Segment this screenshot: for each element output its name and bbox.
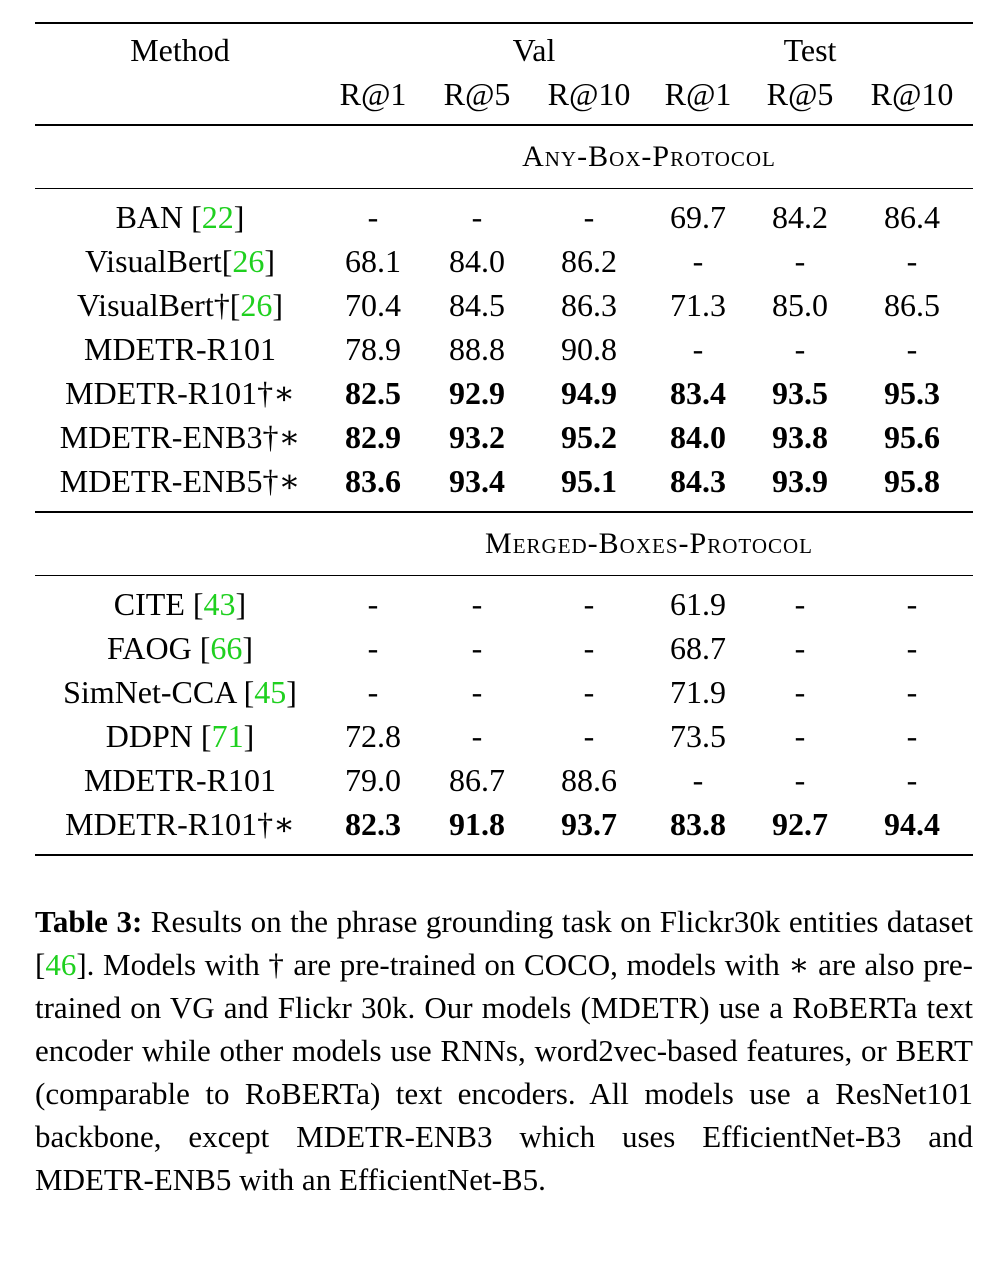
- citation-link[interactable]: 22: [201, 199, 234, 235]
- table-row: [35, 459, 973, 503]
- citation-open-bracket: [: [199, 630, 211, 666]
- citation-close-bracket: ]: [264, 243, 276, 279]
- header-metric: R@10: [547, 76, 631, 112]
- table-cell: 69.7: [670, 199, 726, 235]
- method-name: [35, 371, 325, 415]
- table-cell: 78.9: [345, 331, 401, 367]
- caption-label: Table 3:: [35, 904, 143, 939]
- table-cell: -: [583, 630, 595, 666]
- table-cell: 70.4: [345, 287, 401, 323]
- table-cell: -: [794, 331, 806, 367]
- table-cell: -: [471, 199, 483, 235]
- table-cell: 93.8: [772, 419, 828, 455]
- method-name: [35, 714, 325, 758]
- table-cell: 91.8: [449, 806, 505, 842]
- citation-link[interactable]: 66: [210, 630, 243, 666]
- table-cell: -: [794, 243, 806, 279]
- table-cell: 86.7: [449, 762, 505, 798]
- table-cell: -: [794, 718, 806, 754]
- method-label: DDPN: [105, 718, 201, 754]
- citation-link[interactable]: 71: [211, 718, 244, 754]
- section-title: Merged-Boxes-Protocol: [485, 526, 813, 560]
- table-row: [35, 327, 973, 371]
- section-title: Any-Box-Protocol: [522, 139, 776, 173]
- table-cell: -: [906, 674, 918, 710]
- bottom-rule: [35, 854, 973, 856]
- citation-close-bracket: ]: [286, 674, 297, 710]
- method-label: FAOG: [106, 630, 200, 666]
- table-cell: 73.5: [670, 718, 726, 754]
- header-metric: R@10: [870, 76, 954, 112]
- table-cell: 82.9: [345, 419, 401, 455]
- table-row: [35, 371, 973, 415]
- citation-link[interactable]: 26: [240, 287, 273, 323]
- table-cell: 83.4: [670, 375, 726, 411]
- table-cell: -: [906, 331, 918, 367]
- method-name: [35, 582, 325, 626]
- caption-citation[interactable]: 46: [45, 947, 77, 982]
- table-cell: 88.6: [561, 762, 617, 798]
- table-row: [35, 415, 973, 459]
- header-method: Method: [130, 32, 230, 68]
- citation-close-bracket: ]: [243, 718, 255, 754]
- table-cell: -: [583, 718, 595, 754]
- method-name: [35, 195, 325, 239]
- method-name: [35, 670, 325, 714]
- table-cell: -: [583, 586, 595, 622]
- table-cell: 94.9: [561, 375, 617, 411]
- table-cell: 82.5: [345, 375, 401, 411]
- table-cell: -: [367, 674, 379, 710]
- table-cell: 95.3: [884, 375, 940, 411]
- table-row: [35, 582, 973, 626]
- table-row: [35, 239, 973, 283]
- method-label: MDETR-ENB5†∗: [59, 463, 301, 499]
- method-label: MDETR-R101: [84, 762, 276, 798]
- table-cell: 95.1: [561, 463, 617, 499]
- table-cell: 68.1: [345, 243, 401, 279]
- table-cell: 86.3: [561, 287, 617, 323]
- method-name: [35, 758, 325, 802]
- citation-open-bracket: [: [191, 199, 202, 235]
- table-cell: 93.5: [772, 375, 828, 411]
- table-cell: 72.8: [345, 718, 401, 754]
- table-cell: 85.0: [772, 287, 828, 323]
- table-cell: -: [794, 586, 806, 622]
- table-row: [35, 802, 973, 846]
- table-cell: 86.5: [884, 287, 940, 323]
- method-label: CITE: [113, 586, 193, 622]
- table-cell: -: [367, 586, 379, 622]
- table-cell: 82.3: [345, 806, 401, 842]
- table-cell: 90.8: [561, 331, 617, 367]
- method-name: [35, 415, 325, 459]
- header-row-1: [35, 28, 973, 72]
- results-table: [35, 22, 973, 856]
- caption-text: ]. Models with † are pre-trained on COCO, models with ∗ are also pre-trained on VG and Flickr 30k. Our models (MDETR) use a RoBERTa text encoder while other models use RNNs, word2vec-based features, or BERT (comparable to RoBERTa) text encoders. All models use a ResNet101 backbone, except MDETR-ENB3 which uses EfficientNet-B3 and MDETR-ENB5 with an EfficientNet-B5.: [35, 947, 973, 1197]
- table-cell: 92.9: [449, 375, 505, 411]
- table-cell: 93.2: [449, 419, 505, 455]
- header-row-2: [35, 72, 973, 116]
- table-cell: 88.8: [449, 331, 505, 367]
- citation-open-bracket: [: [192, 586, 204, 622]
- table-cell: -: [906, 762, 918, 798]
- caption-text: Results on the phrase grounding task on Flickr30k entities dataset [: [35, 904, 973, 982]
- table-cell: 95.8: [884, 463, 940, 499]
- table-row: [35, 714, 973, 758]
- table-cell: -: [692, 331, 704, 367]
- table-cell: 71.9: [670, 674, 726, 710]
- table-cell: -: [367, 630, 379, 666]
- citation-open-bracket: [: [221, 243, 233, 279]
- method-label: VisualBert†: [76, 287, 230, 323]
- table-cell: -: [906, 586, 918, 622]
- table-row: [35, 195, 973, 239]
- method-label: MDETR-ENB3†∗: [59, 419, 301, 455]
- table-cell: 84.0: [670, 419, 726, 455]
- citation-open-bracket: [: [229, 287, 241, 323]
- table-cell: 94.4: [884, 806, 940, 842]
- table-row: [35, 670, 973, 714]
- table-cell: 84.5: [449, 287, 505, 323]
- table-cell: 84.0: [449, 243, 505, 279]
- citation-link[interactable]: 26: [232, 243, 265, 279]
- table-cell: -: [906, 718, 918, 754]
- citation-close-bracket: ]: [272, 287, 284, 323]
- method-label: VisualBert: [84, 243, 222, 279]
- citation-link[interactable]: 43: [203, 586, 236, 622]
- table-caption: [35, 900, 973, 1201]
- header-metric: R@1: [339, 76, 407, 112]
- method-label: MDETR-R101†∗: [65, 806, 295, 842]
- table-cell: 84.3: [670, 463, 726, 499]
- table-row: [35, 626, 973, 670]
- method-label: MDETR-R101: [84, 331, 276, 367]
- table-cell: 86.2: [561, 243, 617, 279]
- table-cell: -: [583, 674, 595, 710]
- method-name: [35, 239, 325, 283]
- header-metric: R@1: [664, 76, 732, 112]
- table-cell: -: [471, 674, 483, 710]
- table-cell: -: [692, 762, 704, 798]
- header-metric: R@5: [443, 76, 511, 112]
- table-cell: 79.0: [345, 762, 401, 798]
- table-cell: 92.7: [772, 806, 828, 842]
- method-name: [35, 626, 325, 670]
- table-cell: -: [794, 674, 806, 710]
- header-test: Test: [783, 32, 837, 68]
- header-val: Val: [512, 32, 556, 68]
- citation-close-bracket: ]: [233, 199, 245, 235]
- table-cell: -: [471, 718, 483, 754]
- table-cell: -: [583, 199, 595, 235]
- table-cell: 71.3: [670, 287, 726, 323]
- method-label: SimNet-CCA: [63, 674, 244, 710]
- table-row: [35, 758, 973, 802]
- citation-open-bracket: [: [200, 718, 212, 754]
- table-cell: 95.2: [561, 419, 617, 455]
- table-cell: 83.8: [670, 806, 726, 842]
- table-cell: -: [906, 630, 918, 666]
- header-metric: R@5: [766, 76, 834, 112]
- table-cell: -: [471, 586, 483, 622]
- table-cell: -: [367, 199, 379, 235]
- table-cell: 84.2: [772, 199, 828, 235]
- table-cell: 95.6: [884, 419, 940, 455]
- table-cell: 86.4: [884, 199, 940, 235]
- method-label: MDETR-R101†∗: [65, 375, 295, 411]
- table-cell: 93.4: [449, 463, 505, 499]
- method-name: [35, 283, 325, 327]
- table-cell: -: [794, 762, 806, 798]
- table-cell: 68.7: [670, 630, 726, 666]
- citation-open-bracket: [: [243, 674, 255, 710]
- table-cell: -: [471, 630, 483, 666]
- citation-close-bracket: ]: [242, 630, 254, 666]
- table-cell: 61.9: [670, 586, 726, 622]
- table-cell: 93.7: [561, 806, 617, 842]
- table-cell: -: [906, 243, 918, 279]
- citation-link[interactable]: 45: [254, 674, 287, 710]
- table-body: [35, 126, 973, 857]
- table-cell: -: [692, 243, 704, 279]
- table-cell: -: [794, 630, 806, 666]
- top-rule: [35, 22, 973, 24]
- table-row: [35, 283, 973, 327]
- method-name: [35, 327, 325, 371]
- citation-close-bracket: ]: [235, 586, 247, 622]
- method-name: [35, 802, 325, 846]
- method-name: [35, 459, 325, 503]
- table-cell: 83.6: [345, 463, 401, 499]
- method-label: BAN: [115, 199, 192, 235]
- table-cell: 93.9: [772, 463, 828, 499]
